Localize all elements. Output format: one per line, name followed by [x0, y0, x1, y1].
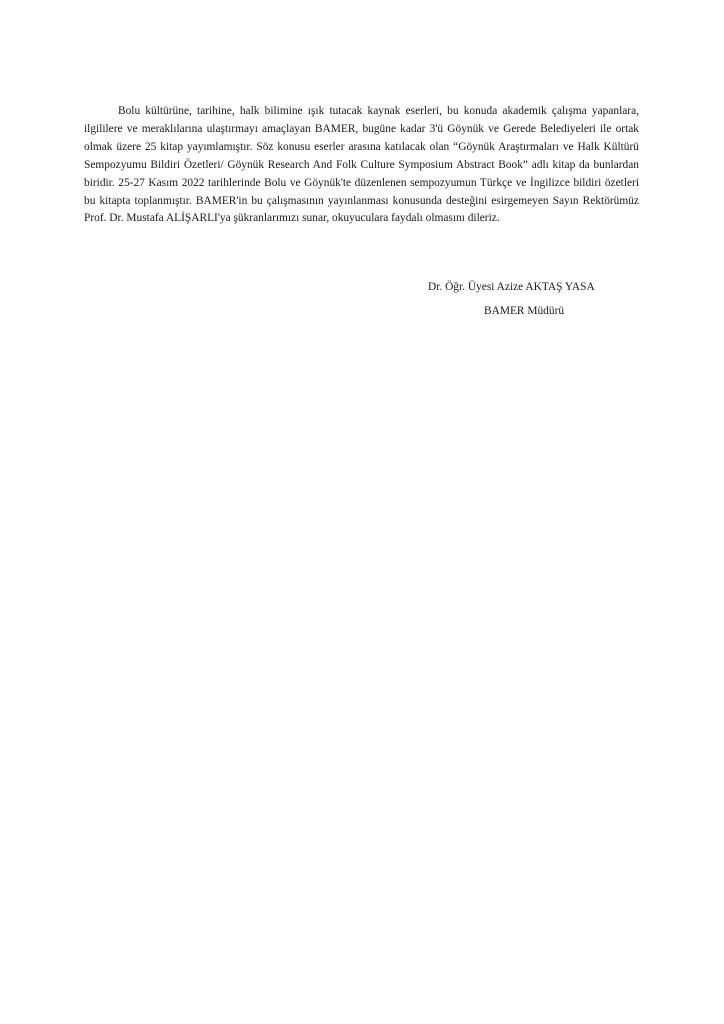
- body-paragraph: Bolu kültürüne, tarihine, halk bilimine ışık tutacak kaynak eserleri, bu konuda akademik çalışma yapanlara, ilgililere ve meraklılarına ulaştırmayı amaçlayan BAMER, bugüne kadar 3'ü Göynük ve Gerede Belediyeleri ile ortak olmak üzere 25 kitap yayımlamıştır. Söz konusu eserler arasına katılacak olan “Göynük Araştırmaları ve Halk Kültürü Sempozyumu Bildiri Özetleri/ Göynük Research And Folk Culture Symposium Abstract Book” adlı kitap da bunlardan biridir. 25-27 Kasım 2022 tarihlerinde Bolu ve Göynük'te düzenlenen sempozyumun Türkçe ve İngilizce bildiri özetleri bu kitapta toplanmıştır. BAMER'in bu çalışmasının yayınlanması konusunda desteğini esirgemeyen Sayın Rektörümüz Prof. Dr. Mustafa ALİŞARLI'ya şükranlarımızı sunar, okuyuculara faydalı olmasını dileriz.: [84, 105, 639, 225]
- signature-title: BAMER Müdürü: [484, 305, 565, 317]
- signature-name: Dr. Öğr. Üyesi Azize AKTAŞ YASA: [428, 281, 595, 293]
